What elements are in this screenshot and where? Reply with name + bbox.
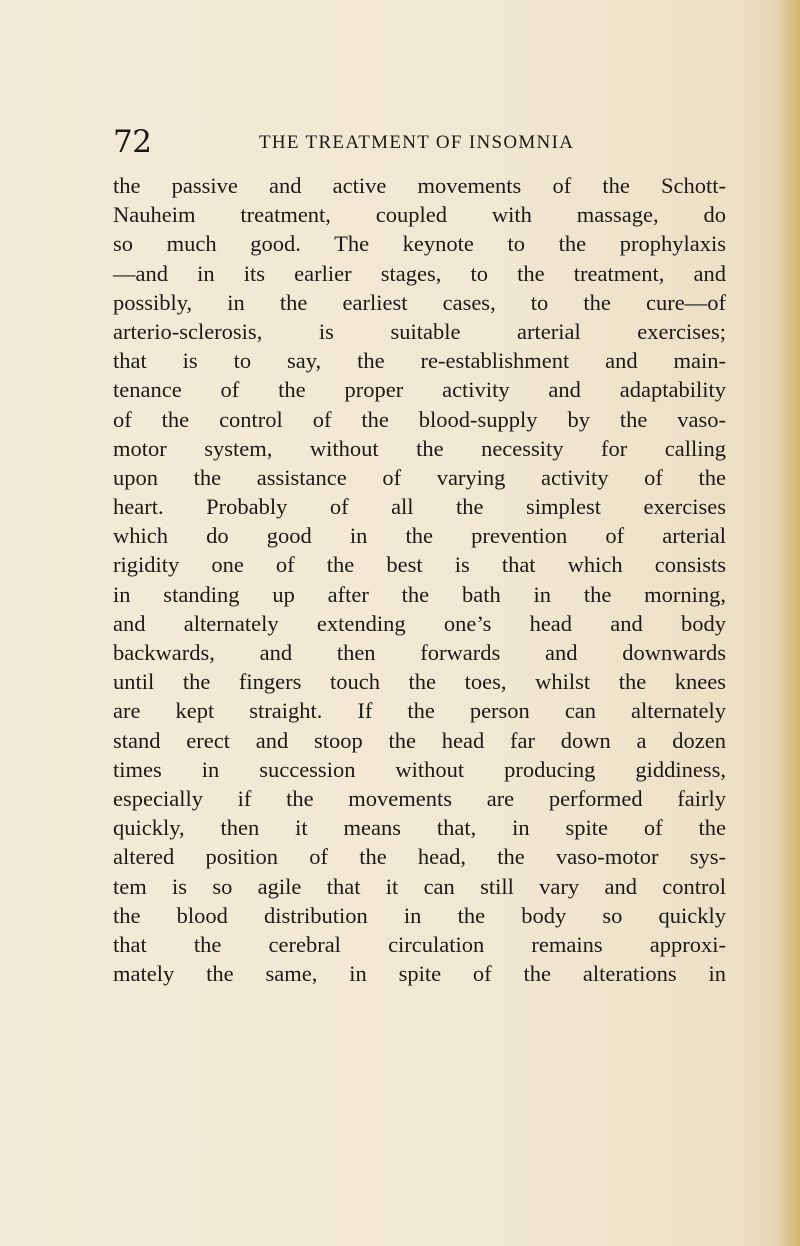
text-line: the blood distribution in the body so quickly	[113, 902, 726, 928]
text-line: so much good. The keynote to the prophylaxis	[113, 231, 726, 257]
text-line: tenance of the proper activity and adaptability	[113, 377, 726, 403]
text-line: heart. Probably of all the simplest exercises	[113, 494, 726, 520]
text-line: upon the assistance of varying activity of the	[113, 464, 726, 490]
text-line: altered position of the head, the vaso-motor sys-	[113, 844, 726, 870]
text-line: that the cerebral circulation remains approxi-	[113, 931, 726, 957]
text-line: motor system, without the necessity for calling	[113, 435, 726, 461]
text-line: arterio-sclerosis, is suitable arterial exercises;	[113, 318, 726, 344]
text-line: Nauheim treatment, coupled with massage, do	[113, 202, 726, 228]
text-line: the passive and active movements of the Schott-	[113, 173, 726, 198]
page-header	[113, 124, 733, 160]
text-line: that is to say, the re-establishment and main-	[113, 348, 726, 374]
text-line: backwards, and then forwards and downwards	[113, 640, 726, 665]
page-number: 72	[113, 124, 152, 160]
text-line: are kept straight. If the person can alternately	[113, 698, 726, 724]
text-line: quickly, then it means that, in spite of the	[113, 815, 726, 841]
text-line: stand erect and stoop the head far down a dozen	[113, 727, 726, 753]
text-line: and alternately extending one’s head and body	[113, 610, 726, 636]
text-line: rigidity one of the best is that which consists	[113, 552, 726, 578]
text-line: times in succession without producing giddiness,	[113, 756, 726, 782]
body-text	[113, 171, 726, 988]
running-title: THE TREATMENT OF INSOMNIA	[259, 132, 575, 153]
text-line: mately the same, in spite of the alterations in	[113, 961, 726, 987]
text-line: especially if the movements are performed fairly	[113, 785, 726, 811]
text-line: possibly, in the earliest cases, to the cure—of	[113, 289, 726, 315]
page-edge-shadow	[774, 0, 800, 1246]
text-line: until the fingers touch the toes, whilst the knees	[113, 669, 726, 695]
text-line: which do good in the prevention of arterial	[113, 523, 726, 549]
text-line: tem is so agile that it can still vary and control	[113, 873, 726, 899]
text-line: of the control of the blood-supply by the vaso-	[113, 406, 726, 432]
text-line: —and in its earlier stages, to the treatment, and	[113, 260, 726, 286]
text-line: in standing up after the bath in the morning,	[113, 581, 726, 607]
